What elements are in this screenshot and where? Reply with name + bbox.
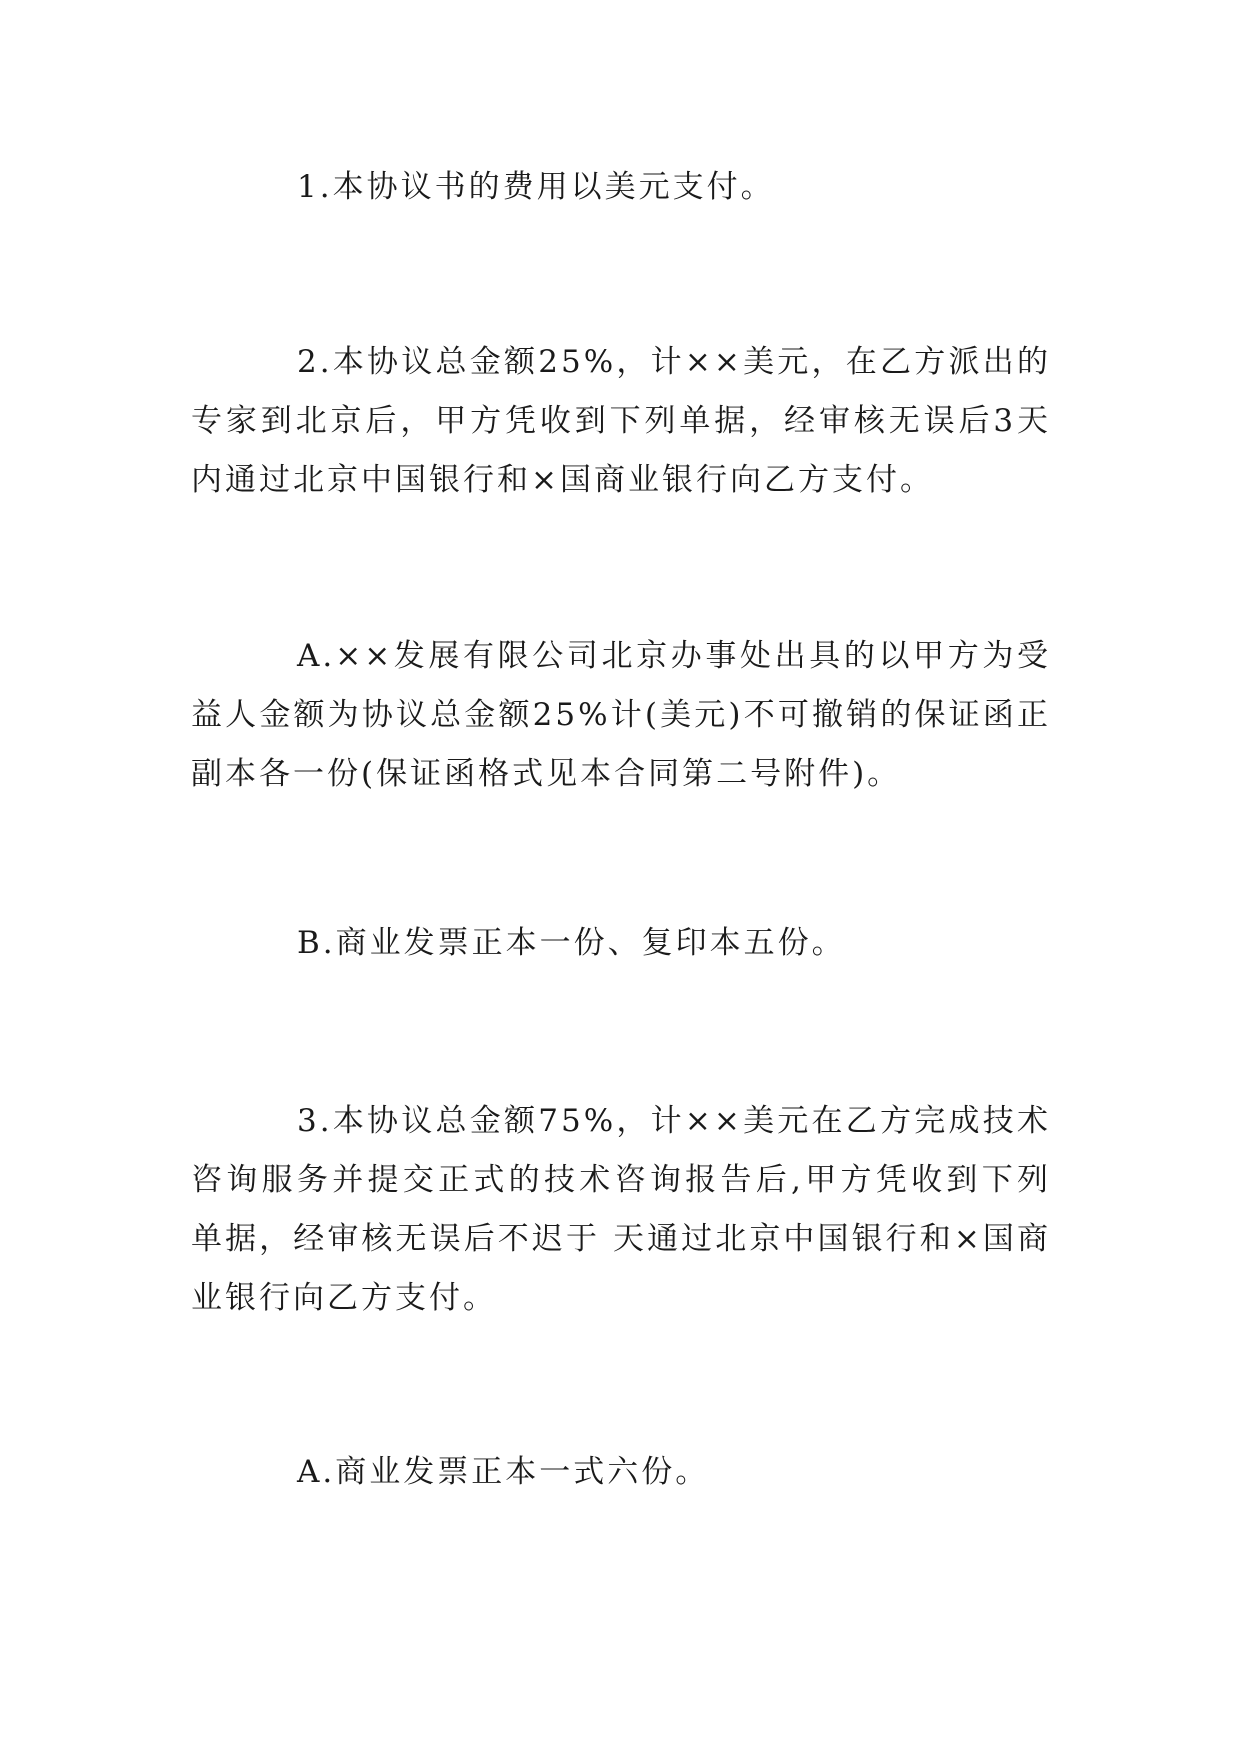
paragraph-second-installment: 3.本协议总金额75%，计××美元在乙方完成技术咨询服务并提交正式的技术咨询报告后,甲方凭收到下列单据，经审核无误后不迟于 天通过北京中国银行和×国商业银行向乙方支付。 bbox=[191, 1103, 1051, 1316]
paragraph-commercial-invoice-copies: B.商业发票正本一份、复印本五份。 bbox=[297, 925, 846, 961]
paragraph-payment-currency: 1.本协议书的费用以美元支付。 bbox=[297, 169, 775, 205]
paragraph-first-installment: 2.本协议总金额25%，计××美元，在乙方派出的专家到北京后，甲方凭收到下列单据，经审核无误后3天内通过北京中国银行和×国商业银行向乙方支付。 bbox=[191, 344, 1051, 498]
paragraph-guarantee-letter: A.××发展有限公司北京办事处出具的以甲方为受益人金额为协议总金额25%计(美元)不可撤销的保证函正副本各一份(保证函格式见本合同第二号附件)。 bbox=[191, 638, 1051, 792]
paragraph-commercial-invoice-six: A.商业发票正本一式六份。 bbox=[297, 1454, 710, 1490]
